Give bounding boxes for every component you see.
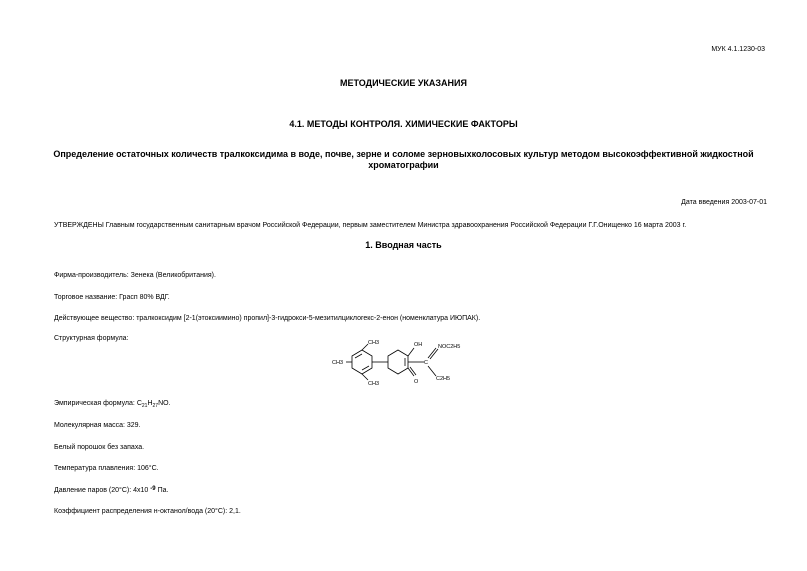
melting-point: Температура плавления: 106°С. <box>54 465 159 472</box>
noc2h5-label: NOC2H5 <box>438 344 461 350</box>
vapor-pressure-label: Давление паров (20°С): 4x10 <box>54 487 149 494</box>
structural-formula-image <box>332 336 482 392</box>
document-code: МУК 4.1.1230-03 <box>711 46 765 53</box>
empirical-formula-label: Эмпирическая формула: <box>54 400 135 407</box>
o-label: O <box>414 379 419 385</box>
empirical-formula <box>54 399 171 411</box>
active-substance: Действующее вещество: тралкоксидим [2-1(этоксиимино) пропил]-3-гидрокси-5-мезитилциклогекс-2-енон (номенклатура ИЮПАК). <box>54 315 481 322</box>
introduction-date: Дата введения 2003-07-01 <box>681 199 767 206</box>
ch3-left-label: CH3 <box>332 360 344 366</box>
section-title: 1. Вводная часть <box>365 240 442 250</box>
appearance: Белый порошок без запаха. <box>54 444 145 451</box>
c-label: C <box>424 360 428 366</box>
trade-name: Торговое название: Грасп 80% ВДГ. <box>54 294 170 301</box>
approval-statement: УТВЕРЖДЕНЫ Главным государственным санитарным врачом Российской Федерации, первым заместителем Министра здравоохранения Российской Федерации Г.Г.Онищенко 16 марта 2003 г. <box>54 222 687 229</box>
manufacturer: Фирма-производитель: Зенека (Великобритания). <box>54 272 216 279</box>
partition-coefficient: Коэффициент распределения н-октанол/вода (20°С): 2,1. <box>54 508 241 515</box>
vapor-pressure-unit: Па. <box>157 487 169 494</box>
document-title: Определение остаточных количеств тралкоксидима в воде, почве, зерне и соломе зерновыхколосовых культур методом высокоэффективной жидкостной хроматографии <box>53 149 754 170</box>
subtitle: 4.1. МЕТОДЫ КОНТРОЛЯ. ХИМИЧЕСКИЕ ФАКТОРЫ <box>289 119 518 129</box>
oh-label: OH <box>414 342 423 348</box>
main-title: МЕТОДИЧЕСКИЕ УКАЗАНИЯ <box>340 78 467 88</box>
ch3-bottom-label: CH3 <box>368 381 380 387</box>
vapor-pressure-exponent: -9 <box>150 486 156 492</box>
empirical-formula-value: $C_{21}H_{27}NO$. <box>136 400 171 409</box>
structural-formula-label: Структурная формула: <box>54 335 129 342</box>
mesityl-ring <box>352 350 372 374</box>
c2h5-label: C2H5 <box>436 376 451 382</box>
ch3-top-label: CH3 <box>368 340 380 346</box>
molar-mass: Молекулярная масса: 329. <box>54 422 141 429</box>
vapor-pressure <box>54 485 169 495</box>
